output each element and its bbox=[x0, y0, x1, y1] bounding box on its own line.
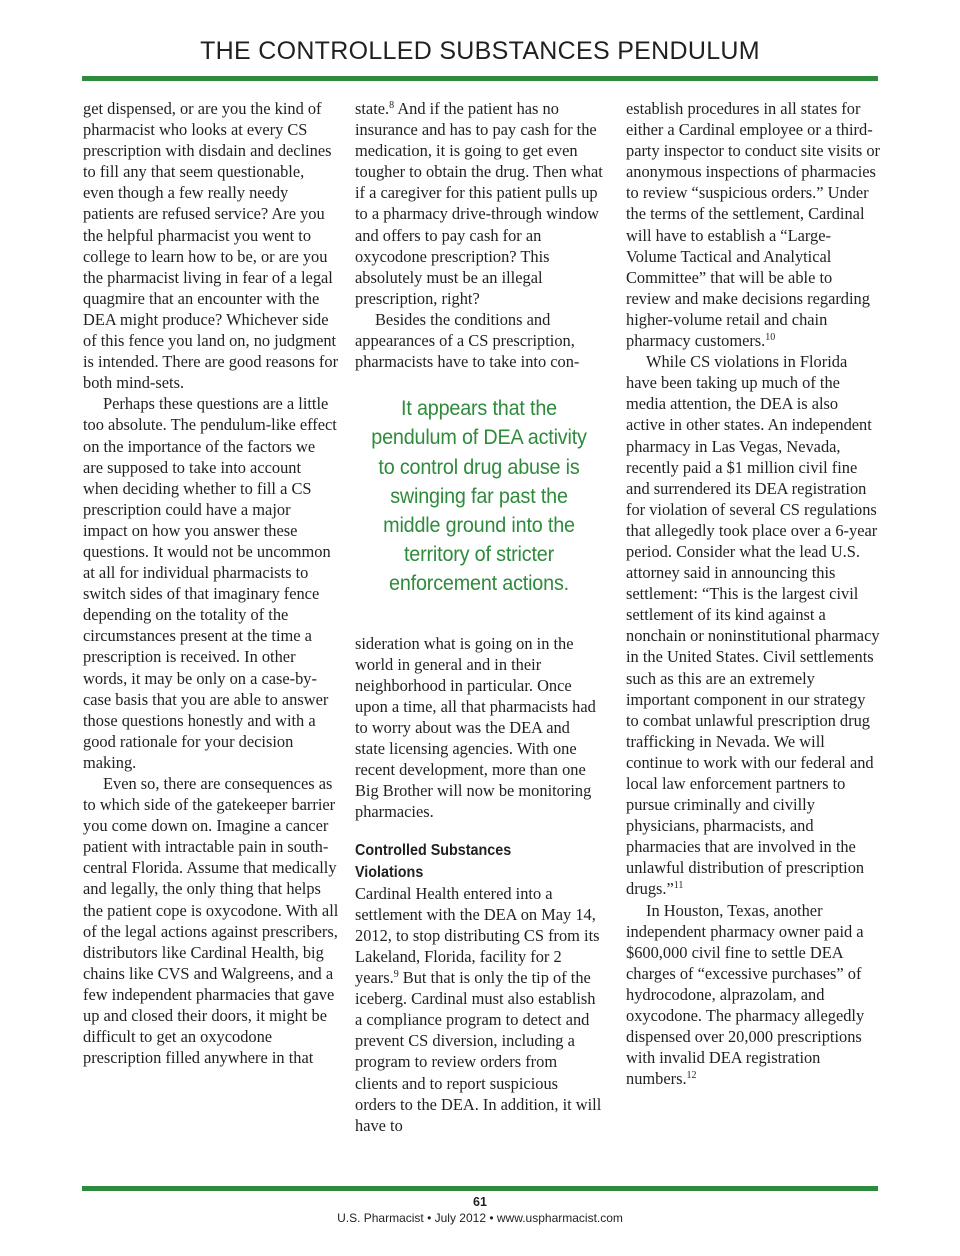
footnote-ref: 12 bbox=[686, 1070, 697, 1082]
footnote-ref: 9 bbox=[393, 969, 399, 981]
paragraph: sideration what is going on in the world in general and in their neighborhood in particular. Once upon a time, all that pharmacists had to worry about was the DEA and state licensing agencies. With one recent development, more than one Big Brother will now be monitoring pharmacies. bbox=[355, 633, 596, 822]
column-middle bbox=[355, 98, 603, 1136]
column-left bbox=[83, 98, 339, 1068]
running-header: THE CONTROLLED SUBSTANCES PENDULUM bbox=[200, 37, 760, 65]
page-number: 61 bbox=[473, 1195, 487, 1209]
footnote-ref: 8 bbox=[389, 100, 395, 111]
pull-quote: It appears that the pendulum of DEA activity to control drug abuse is swinging far past the middle ground into the territory of stricter enforcement actions. bbox=[371, 396, 587, 596]
footer-rule bbox=[82, 1186, 878, 1191]
paragraph: Perhaps these questions are a little too absolute. The pendulum-like effect on the importance of the factors we are supposed to take into account when deciding whether to fill a CS prescription could have a major impact on how you answer these questions. It would not be uncommon at all for individual pharmacists to switch sides of that imaginary fence depending on the totality of the circumstances present at the time a prescription is received. In other words, it may be only on a case-by-case basis that you are able to answer those questions honestly and with a good rationale for your decision making. bbox=[83, 394, 337, 772]
paragraph: establish procedures in all states for either a Cardinal employee or a third-party inspector to conduct site visits or anonymous inspections of pharmacies to review “suspicious orders.” Under the terms of the settlement, Cardinal will have to establish a “Large-Volume Tactical and Analytical Committee” that will be able to review and make decisions regarding higher-volume retail and chain pharmacy customers.$^{10}$ bbox=[626, 99, 881, 351]
footnote-ref: 11 bbox=[673, 880, 684, 892]
column-right bbox=[626, 98, 880, 1089]
paragraph: Besides the conditions and appearances of a CS prescription, pharmacists have to take into con- bbox=[355, 309, 580, 372]
footnote-ref: 10 bbox=[765, 332, 776, 344]
paragraph: Even so, there are consequences as to which side of the gatekeeper barrier you come down on. Imagine a cancer patient with intractable pain in south-central Florida. Assume that medically and legally, the only thing that helps the patient cope is oxycodone. With all of the legal actions against prescribers, distributors like Cardinal Health, big chains like CVS and Walgreens, and a few independent pharmacies that gave up and closed their doors, it might be difficult to get an oxycodone prescription filled anywhere in that bbox=[83, 774, 339, 1068]
paragraph: In Houston, Texas, another independent pharmacy owner paid a $600,000 civil fine to settle DEA charges of “excessive purchases” of hydrocodone, alprazolam, and oxycodone. The pharmacy allegedly dispensed over 20,000 prescriptions with invalid DEA registration numbers.$^{12}$ bbox=[626, 900, 865, 1089]
section-heading: Controlled Substances Violations bbox=[355, 842, 512, 881]
header-rule bbox=[82, 76, 878, 81]
paragraph: While CS violations in Florida have been taking up much of the media attention, the DEA is also active in other states. An independent pharmacy in Las Vegas, Nevada, recently paid a $1 million civil fine and surrendered its DEA registration for violation of several CS regulations that allegedly took place over a 6-year period. Consider what the lead U.S. attorney said in announcing this settlement: “This is the largest civil settlement of its kind against a nonchain or noninstitutional pharmacy in the United States. Civil settlements such as this are an extremely important component in our strategy to combat unlawful prescription drug trafficking in Nevada. We will continue to work with our federal and local law enforcement partners to pursue criminally and civilly physicians, pharmacists, and pharmacies that are involved in the unlawful distribution of prescription drugs.”$^{11}$ bbox=[626, 352, 880, 899]
paragraph: Cardinal Health entered into a settlement with the DEA on May 14, 2012, to stop distributing CS from its Lakeland, Florida, facility for 2 years.$^9$ But that is only the tip of the iceberg. Cardinal must also establish a compliance program to detect and prevent CS diversion, including a program to review orders from clients and to report suspicious orders to the DEA. In addition, it will have to bbox=[355, 883, 602, 1135]
paragraph: state.$^8$ And if the patient has no insurance and has to pay cash for the medication, it is going to get even tougher to obtain the drug. Then what if a caregiver for this patient pulls up to a pharmacy drive-through window and offers to pay cash for an oxycodone prescription? This absolutely must be an illegal prescription, right? bbox=[355, 99, 603, 308]
paragraph: get dispensed, or are you the kind of pharmacist who looks at every CS prescription with disdain and declines to fill any that seem questionable, even though a few really needy patients are refused service? Are you the helpful pharmacist you went to college to learn how to be, or are you the pharmacist living in fear of a legal quagmire that an encounter with the DEA might produce? Whichever side of this fence you land on, no judgment is intended. There are good reasons for both mind-sets. bbox=[83, 99, 339, 393]
footer-citation: U.S. Pharmacist • July 2012 • www.uspharmacist.com bbox=[337, 1211, 623, 1225]
